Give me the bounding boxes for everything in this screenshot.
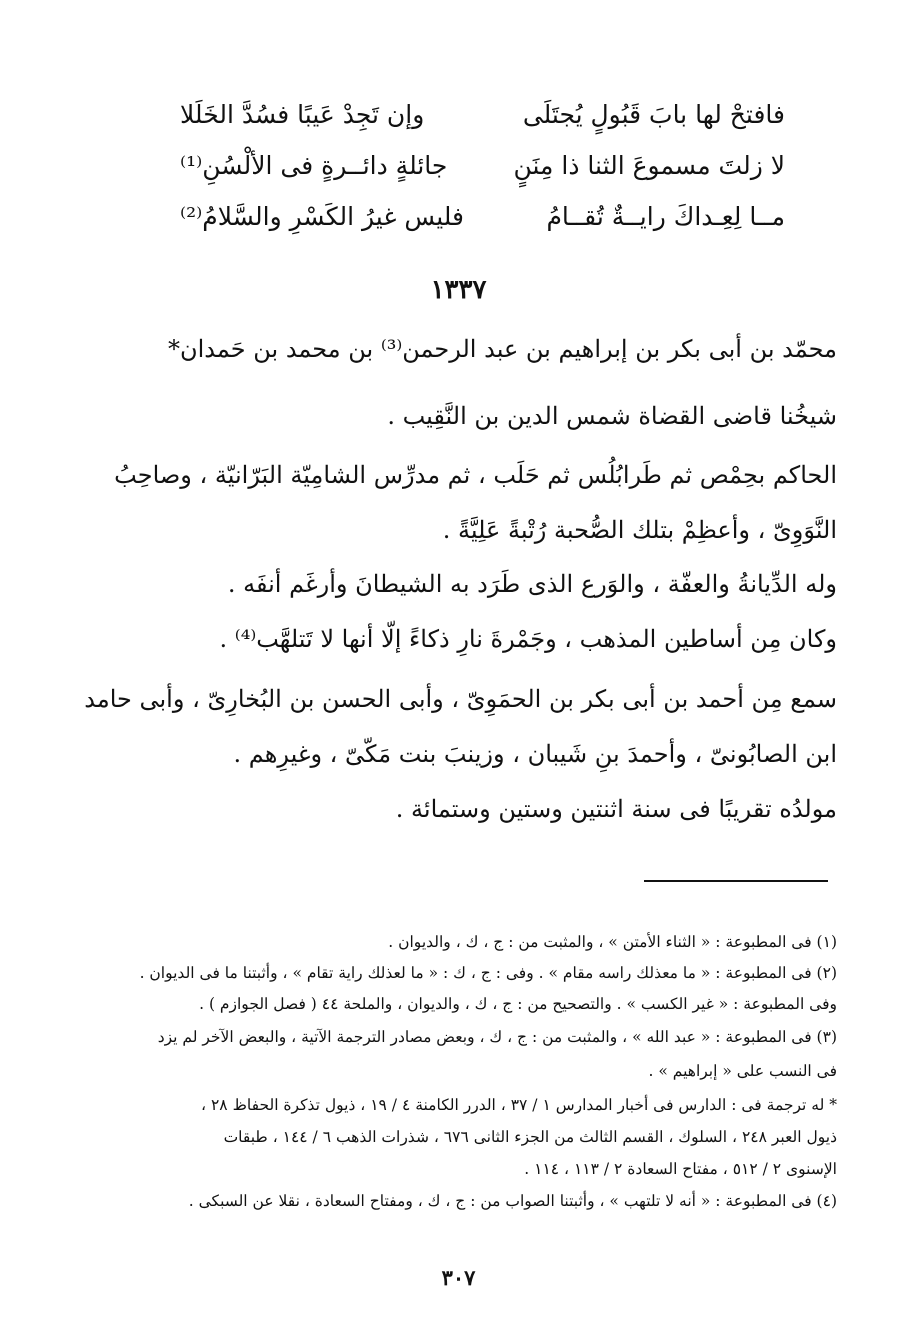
entry-number: ١٣٣٧ bbox=[430, 275, 487, 305]
footnote-line: (٣) فى المطبوعة : « عبد الله » ، والمثبت من : ج ، ك ، وبعض مصادر الترجمة الآتية ، والبعض الآخر لم يزد bbox=[157, 1028, 837, 1046]
body-line: شيخُنا قاضى القضاة شمس الدين بن النَّقِيب . bbox=[387, 402, 837, 430]
footnote-line: (٤) فى المطبوعة : « أنه لا تلتهب » ، وأثبتنا الصواب من : ج ، ك ، ومفتاح السعادة ، نقلا عن السبكى . bbox=[188, 1192, 837, 1210]
verse-line bbox=[180, 194, 785, 238]
body-line: سمع مِن أحمد بن أبى بكر بن الحمَوِىّ ، وأبى الحسن بن البُخارِىّ ، وأبى حامد bbox=[84, 685, 837, 713]
body-line: ابن الصابُونىّ ، وأحمدَ بنِ شَيبان ، وزينبَ بنت مَكّىّ ، وغيرِهم . bbox=[233, 740, 837, 768]
body-line: النَّوَوِىّ ، وأعظِمْ بتلك الصُّحبة رُتْبةً عَلِيَّةً . bbox=[442, 516, 837, 544]
footnote-line: وفى المطبوعة : « غير الكسب » . والتصحيح من : ج ، ك ، والديوان ، والملحة ٤٤ ( فصل الجوازم ) . bbox=[199, 995, 837, 1013]
verse-first-hemistich: فافتحْ لها بابَ قَبُولٍ يُجتَلَى bbox=[522, 99, 785, 129]
verse-first-hemistich: مــا لِعِـداكَ رايــةٌ تُقــامُ bbox=[546, 201, 785, 231]
verse-second-hemistich: فليس غيرُ الكَسْرِ والسَّلامُ⁽²⁾ bbox=[180, 201, 465, 231]
body-line: الحاكم بحِمْص ثم طَرابُلُس ثم حَلَب ، ثم مدرِّس الشامِيّة البَرّانيّة ، وصاحِبُ bbox=[114, 461, 837, 489]
verse-first-hemistich: لا زلتَ مسموعَ الثنا ذا مِنَنٍ bbox=[513, 150, 785, 180]
verse-line bbox=[180, 143, 785, 187]
footnote-line: ذيول العبر ٢٤٨ ، السلوك ، القسم الثالث من الجزء الثانى ٦٧٦ ، شذرات الذهب ٦ / ١٤٤ ، طبقات bbox=[223, 1128, 837, 1146]
footnote-line: الإسنوى ٢ / ٥١٢ ، مفتاح السعادة ٢ / ١١٣ ، ١١٤ . bbox=[524, 1160, 837, 1178]
footnote-line: * له ترجمة فى : الدارس فى أخبار المدارس ١ / ٣٧ ، الدرر الكامنة ٤ / ١٩ ، ذيول تذكرة الحفاظ ٢٨ ، bbox=[201, 1096, 837, 1114]
body-line: وله الدِّيانةُ والعفّة ، والوَرع الذى طَرَد به الشيطانَ وأرغَم أنفَه . bbox=[227, 570, 837, 598]
footnote-line: فى النسب على « إبراهيم » . bbox=[648, 1062, 837, 1080]
verse-second-hemistich: وإن تَجِدْ عَيبًا فسُدَّ الخَلَلا bbox=[180, 99, 425, 129]
entry-heading: محمّد بن أبى بكر بن إبراهيم بن عبد الرحمن⁽³⁾ بن محمد بن حَمدان* bbox=[168, 335, 837, 363]
footnote-divider bbox=[644, 880, 828, 882]
footnote-line: (٢) فى المطبوعة : « ما معذلك راسه مقام » . وفى : ج ، ك : « ما لعذلك راية تقام » ، وأثبتنا ما فى الديوان . bbox=[139, 964, 837, 982]
footnote-line: (١) فى المطبوعة : « الثناء الأمتن » ، والمثبت من : ج ، ك ، والديوان . bbox=[388, 933, 837, 951]
verse-second-hemistich: جائلةٍ دائــرةٍ فى الألْسُنِ⁽¹⁾ bbox=[180, 150, 448, 180]
page-number: ٣٠٧ bbox=[441, 1265, 476, 1290]
verse-line bbox=[180, 92, 785, 136]
body-line: وكان مِن أساطين المذهب ، وجَمْرةَ نارِ ذكاءً إلّا أنها لا تَتلهَّب⁽⁴⁾ . bbox=[219, 625, 837, 653]
body-line: مولدُه تقريبًا فى سنة اثنتين وستين وستمائة . bbox=[395, 795, 837, 823]
